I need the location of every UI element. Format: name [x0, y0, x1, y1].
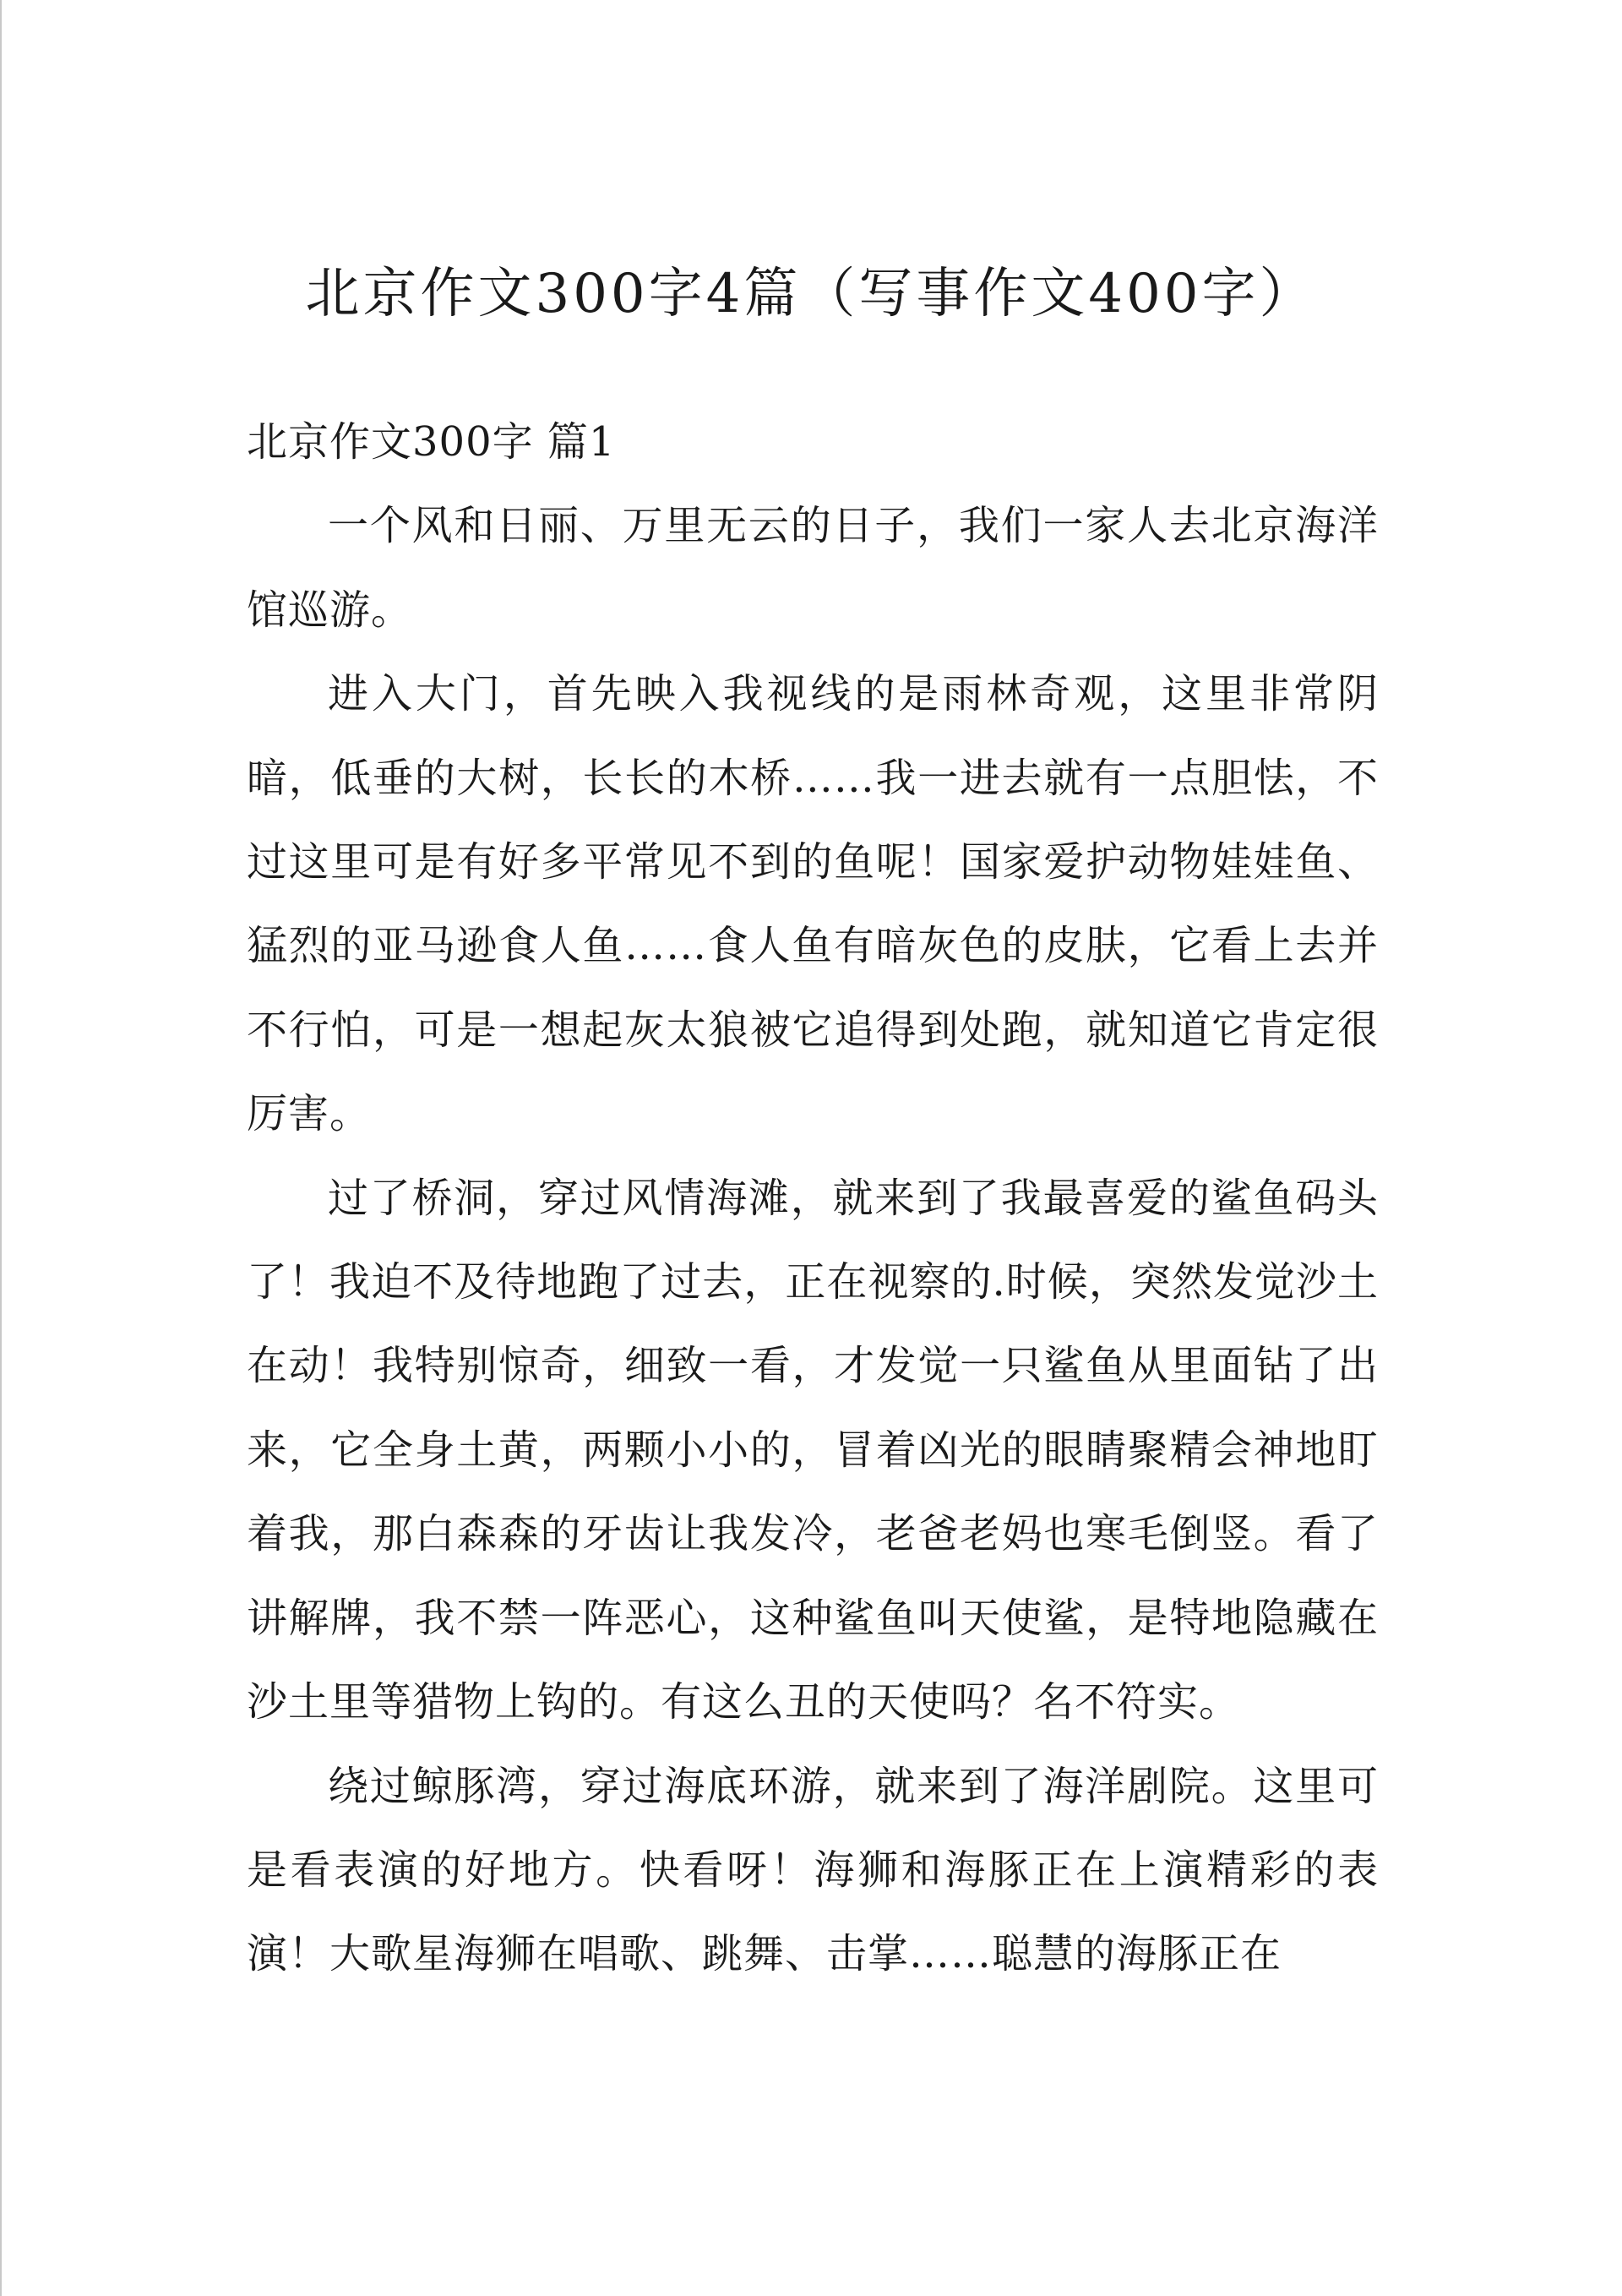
document-body	[247, 401, 1379, 1997]
page-border	[0, 0, 2, 2296]
paragraph-3: 过了桥洞，穿过风情海滩，就来到了我最喜爱的鲨鱼码头了！我迫不及待地跑了过去，正在视察的.时候，突然发觉沙土在动！我特别惊奇，细致一看，才发觉一只鲨鱼从里面钻了出来，它全身土黄，两颗小小的，冒着凶光的眼睛聚精会神地盯着我，那白森森的牙齿让我发冷，老爸老妈也寒毛倒竖。看了讲解牌，我不禁一阵恶心，这种鲨鱼叫天使鲨，是特地隐藏在沙土里等猎物上钩的。有这么丑的天使吗？名不符实。	[247, 1174, 1379, 1726]
section-heading: 北京作文300字 篇1	[247, 418, 616, 466]
paragraph-1: 一个风和日丽、万里无云的日子，我们一家人去北京海洋馆巡游。	[247, 502, 1379, 634]
paragraph-4: 绕过鲸豚湾，穿过海底环游，就来到了海洋剧院。这里可是看表演的好地方。快看呀！海狮和海豚正在上演精彩的表演！大歌星海狮在唱歌、跳舞、击掌……聪慧的海豚正在	[247, 1762, 1379, 1978]
document-title: 北京作文300字4篇（写事作文400字）	[305, 263, 1317, 325]
paragraph-2: 进入大门，首先映入我视线的是雨林奇观，这里非常阴暗，低垂的大树，长长的木桥……我一进去就有一点胆怯，不过这里可是有好多平常见不到的鱼呢！国家爱护动物娃娃鱼、猛烈的亚马逊食人鱼……食人鱼有暗灰色的皮肤，它看上去并不行怕，可是一想起灰太狼被它追得到处跑，就知道它肯定很厉害。	[247, 670, 1379, 1138]
